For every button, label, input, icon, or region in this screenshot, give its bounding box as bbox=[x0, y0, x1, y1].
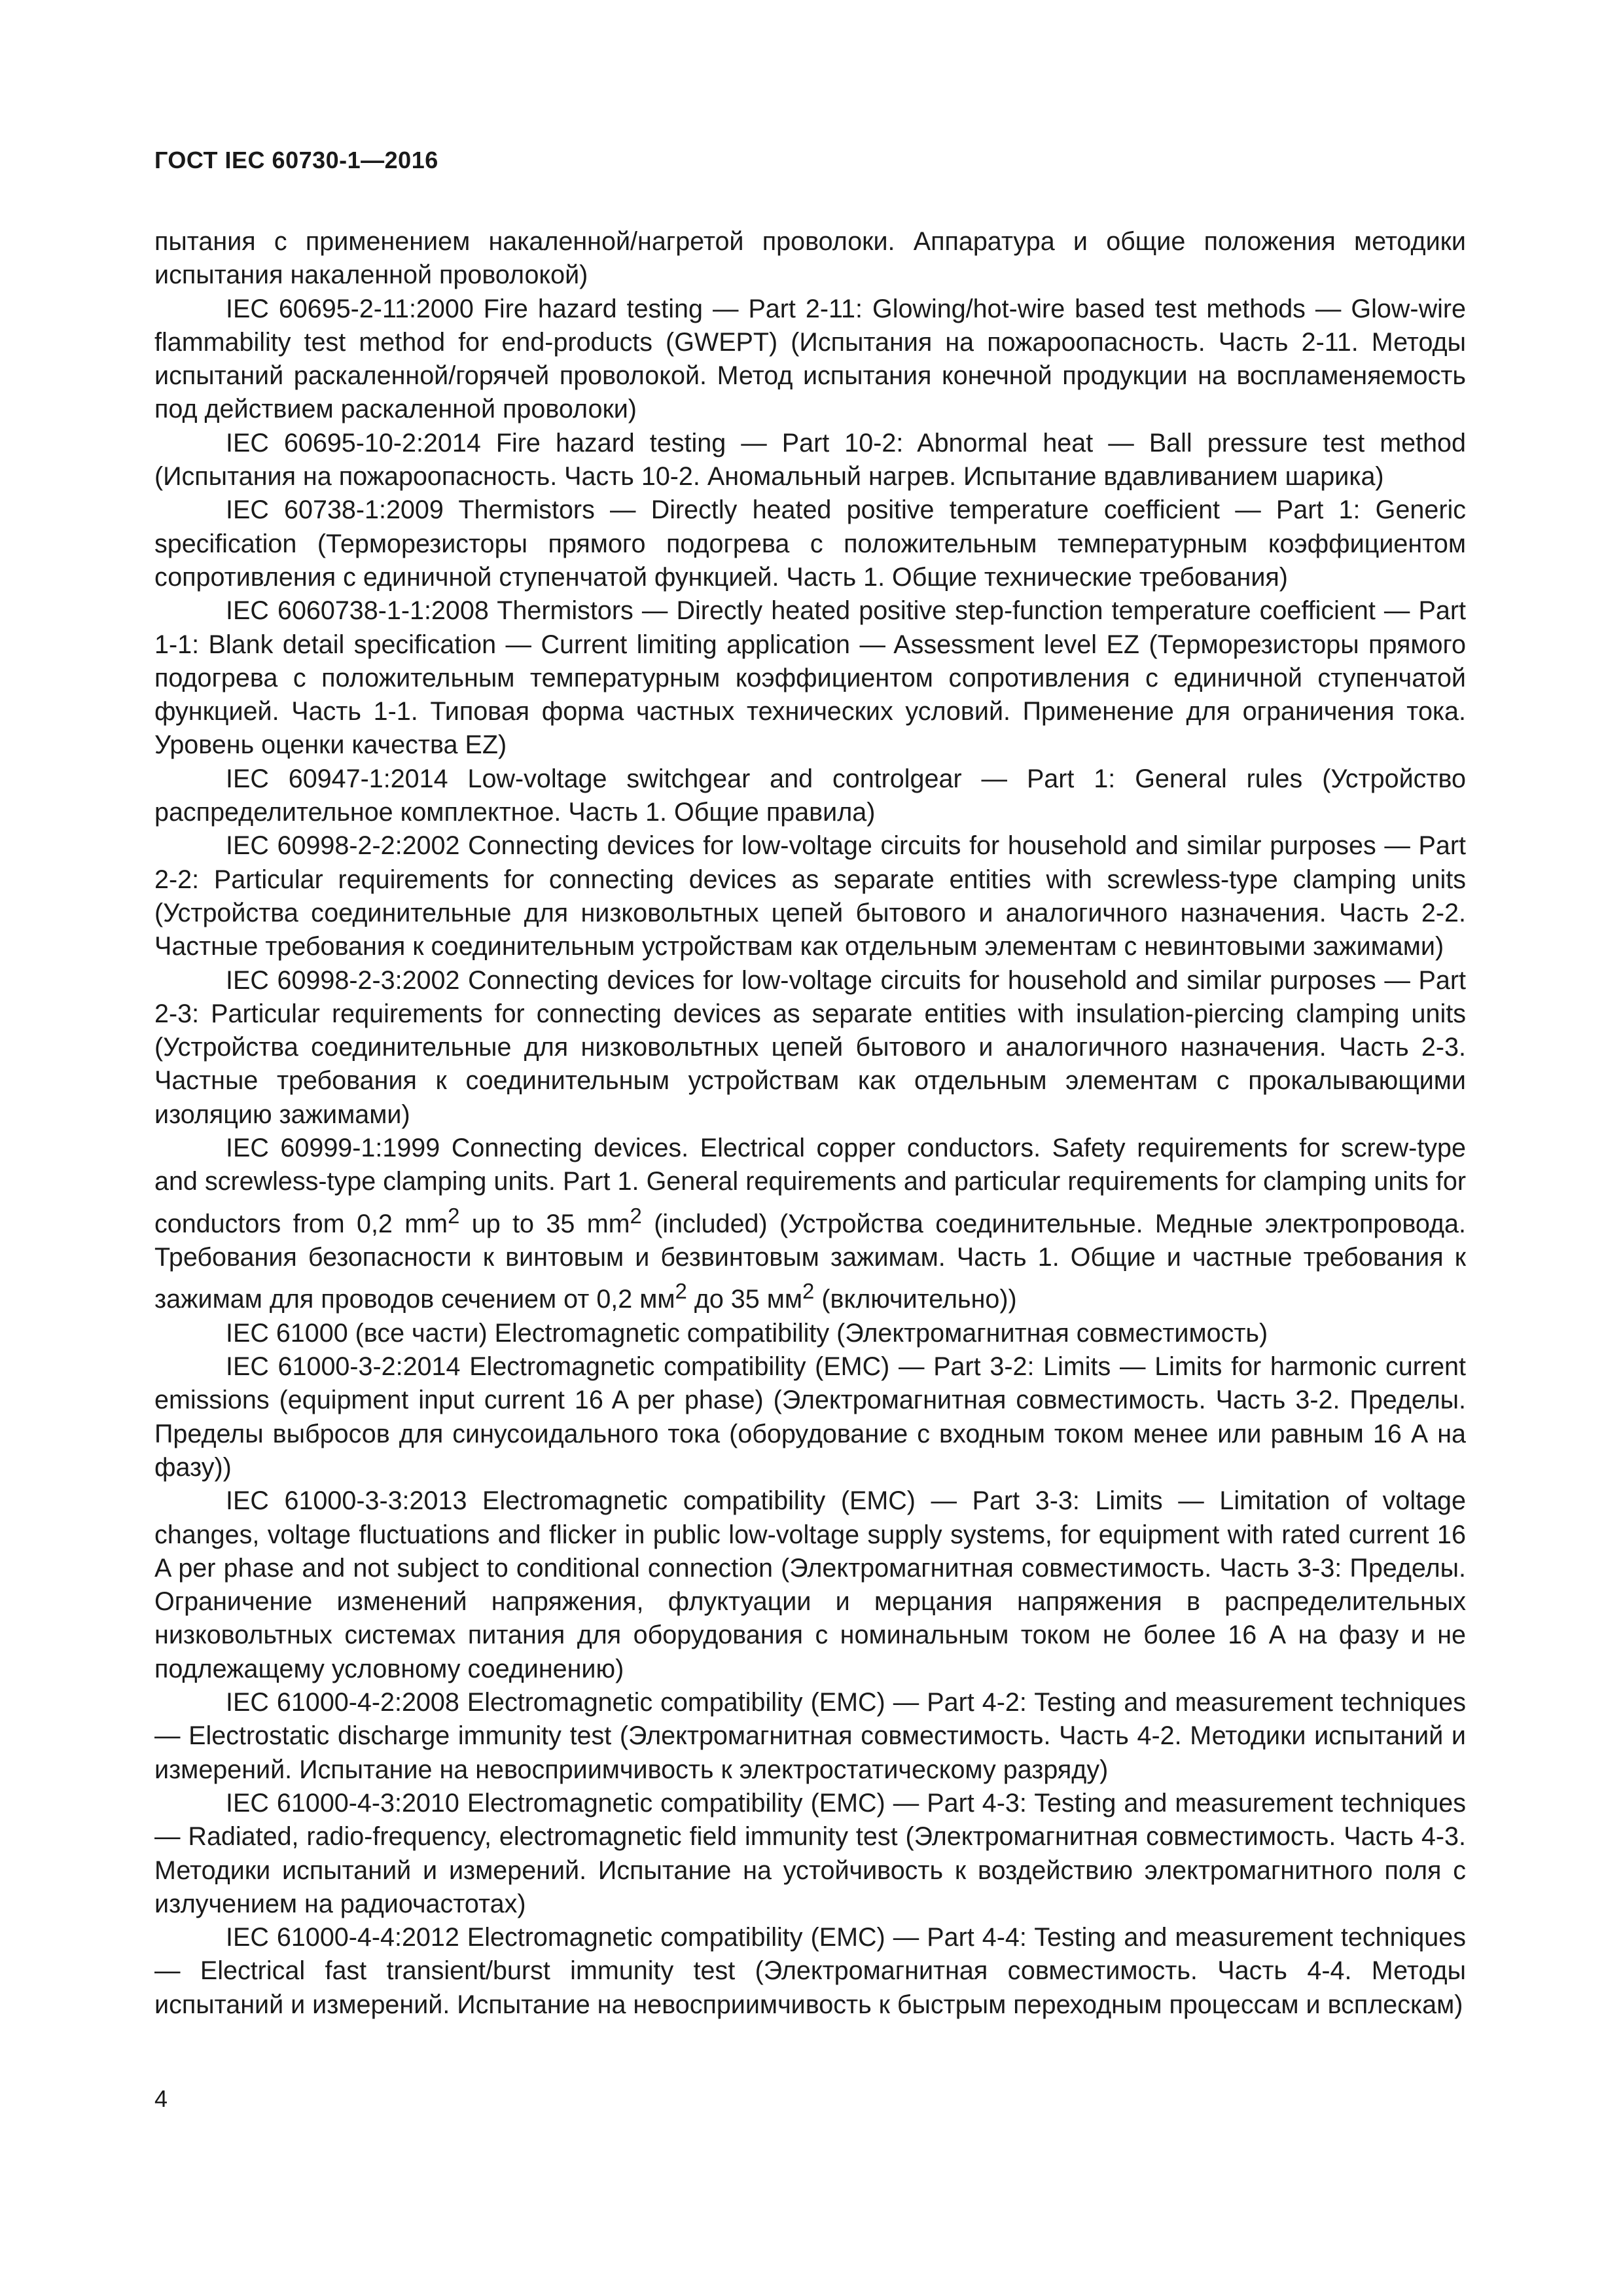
reference-paragraph: IEC 60947-1:2014 Low-voltage switchgear and controlgear — Part 1: General rules (Устройство распределительное комплектное. Часть 1. Общие правила) bbox=[154, 764, 1466, 827]
reference-paragraph: IEC 60738-1:2009 Thermistors — Directly heated positive temperature coefficient — Part 1: Generic specification (Терморезисторы прямого подогрева с положительным температурным коэффициентом сопротивления с единичной ступенчатой функцией. Часть 1. Общие технические требования) bbox=[154, 495, 1466, 592]
reference-paragraph: IEC 60998-2-2:2002 Connecting devices for low-voltage circuits for household and similar purposes — Part 2-2: Particular requirements for connecting devices as separate entities with screwless-type clamping units (Устройства соединительные для низковольтных цепей бытового и аналогичного назначения. Часть 2-2. Частные требования к соединительным устройствам как отдельным элементам с невинтовыми зажимами) bbox=[154, 831, 1466, 961]
superscript: 2 bbox=[448, 1203, 460, 1228]
page-number: 4 bbox=[154, 2085, 168, 2112]
superscript: 2 bbox=[675, 1279, 687, 1304]
reference-paragraph: IEC 61000-4-2:2008 Electromagnetic compatibility (EMC) — Part 4-2: Testing and measurement techniques — Electrostatic discharge immunity test (Электромагнитная совместимость. Часть 4-2. Методики испытаний и измерений. Испытание на невосприимчивость к электростатическому разряду) bbox=[154, 1688, 1466, 1784]
reference-paragraph: IEC 61000-3-3:2013 Electromagnetic compatibility (EMC) — Part 3-3: Limits — Limitation of voltage changes, voltage fluctuations and flicker in public low-voltage supply systems, for equipment with rated current 16 A per phase and not subject to conditional connection (Электромагнитная совместимость. Часть 3-3: Пределы. Ограничение изменений напряжения, флуктуации и мерцания напряжения в распределительных низковольтных системах питания для оборудования с номинальным током не более 16 А на фазу и не подлежащему условному соединению) bbox=[154, 1486, 1466, 1683]
reference-paragraph: пытания с применением накаленной/нагретой проволоки. Аппаратура и общие положения методики испытания накаленной проволокой) bbox=[154, 227, 1466, 290]
superscript: 2 bbox=[630, 1203, 642, 1228]
reference-paragraph: IEC 6060738-1-1:2008 Thermistors — Directly heated positive step-function temperature coefficient — Part 1-1: Blank detail specification — Current limiting application — Assessment level EZ (Терморезисторы прямого подогрева с положительным температурным коэффициентом сопротивления с единичной ступенчатой функцией. Часть 1-1. Типовая форма частных технических условий. Применение для ограничения тока. Уровень оценки качества EZ) bbox=[154, 596, 1466, 760]
reference-paragraph: IEC 61000-3-2:2014 Electromagnetic compatibility (EMC) — Part 3-2: Limits — Limits for harmonic current emissions (equipment input current 16 A per phase) (Электромагнитная совместимость. Часть 3-2. Пределы. Пределы выбросов для синусоидального тока (оборудование с входным током менее или равным 16 А на фазу)) bbox=[154, 1352, 1466, 1482]
text-run: IEC 60999-1:1999 Connecting devices. Electrical copper conductors. Safety requirements for screw-type and screwless-type clamping units. Part 1. General requirements and particular requirements for clamping units for conductors from 0,2 mm bbox=[154, 1134, 1466, 1238]
reference-paragraph bbox=[154, 1132, 1466, 1317]
reference-paragraph: IEC 61000 (все части) Electromagnetic compatibility (Электромагнитная совместимость) bbox=[226, 1318, 1268, 1348]
document-header: ГОСТ IEC 60730-1—2016 bbox=[154, 147, 438, 173]
reference-paragraph: IEC 60695-2-11:2000 Fire hazard testing — Part 2-11: Glowing/hot-wire based test methods — Glow-wire flammability test method for end-products (GWEPT) (Испытания на пожароопасность. Часть 2-11. Методы испытаний раскаленной/горячей проволокой. Метод испытания конечной продукции на воспламеняемость под действием раскаленной проволоки) bbox=[154, 294, 1466, 424]
text-run: (включительно)) bbox=[814, 1285, 1017, 1314]
reference-paragraph: IEC 61000-4-3:2010 Electromagnetic compatibility (EMC) — Part 4-3: Testing and measurement techniques — Radiated, radio-frequency, electromagnetic field immunity test (Электромагнитная совместимость. Часть 4-3. Методики испытаний и измерений. Испытание на устойчивость к воздействию электромагнитного поля с излучением на радиочастотах) bbox=[154, 1788, 1466, 1918]
text-run: up to 35 mm bbox=[459, 1209, 630, 1238]
reference-paragraph: IEC 60695-10-2:2014 Fire hazard testing — Part 10-2: Abnormal heat — Ball pressure test method (Испытания на пожароопасность. Часть 10-2. Аномальный нагрев. Испытание вдавливанием шарика) bbox=[154, 428, 1466, 492]
text-run: до 35 мм bbox=[687, 1285, 803, 1314]
superscript: 2 bbox=[802, 1279, 815, 1304]
reference-list bbox=[154, 225, 1466, 2022]
text-run: (included) (Устройства соединительные. Медные электропровода. Требования безопасности к винтовым и безвинтовым зажимам. Часть 1. Общие и частные требования к зажимам для проводов сечением от 0,2 мм bbox=[154, 1209, 1466, 1314]
reference-paragraph: IEC 60998-2-3:2002 Connecting devices for low-voltage circuits for household and similar purposes — Part 2-3: Particular requirements for connecting devices as separate entities with insulation-piercing clamping units (Устройства соединительные для низковольтных цепей бытового и аналогичного назначения. Часть 2-3. Частные требования к соединительным устройствам как отдельным элементам с прокалывающими изоляцию зажимами) bbox=[154, 965, 1466, 1129]
reference-paragraph: IEC 61000-4-4:2012 Electromagnetic compatibility (EMC) — Part 4-4: Testing and measurement techniques — Electrical fast transient/burst immunity test (Электромагнитная совместимость. Часть 4-4. Методы испытаний и измерений. Испытание на невосприимчивость к быстрым переходным процессам и всплескам) bbox=[154, 1923, 1466, 2019]
